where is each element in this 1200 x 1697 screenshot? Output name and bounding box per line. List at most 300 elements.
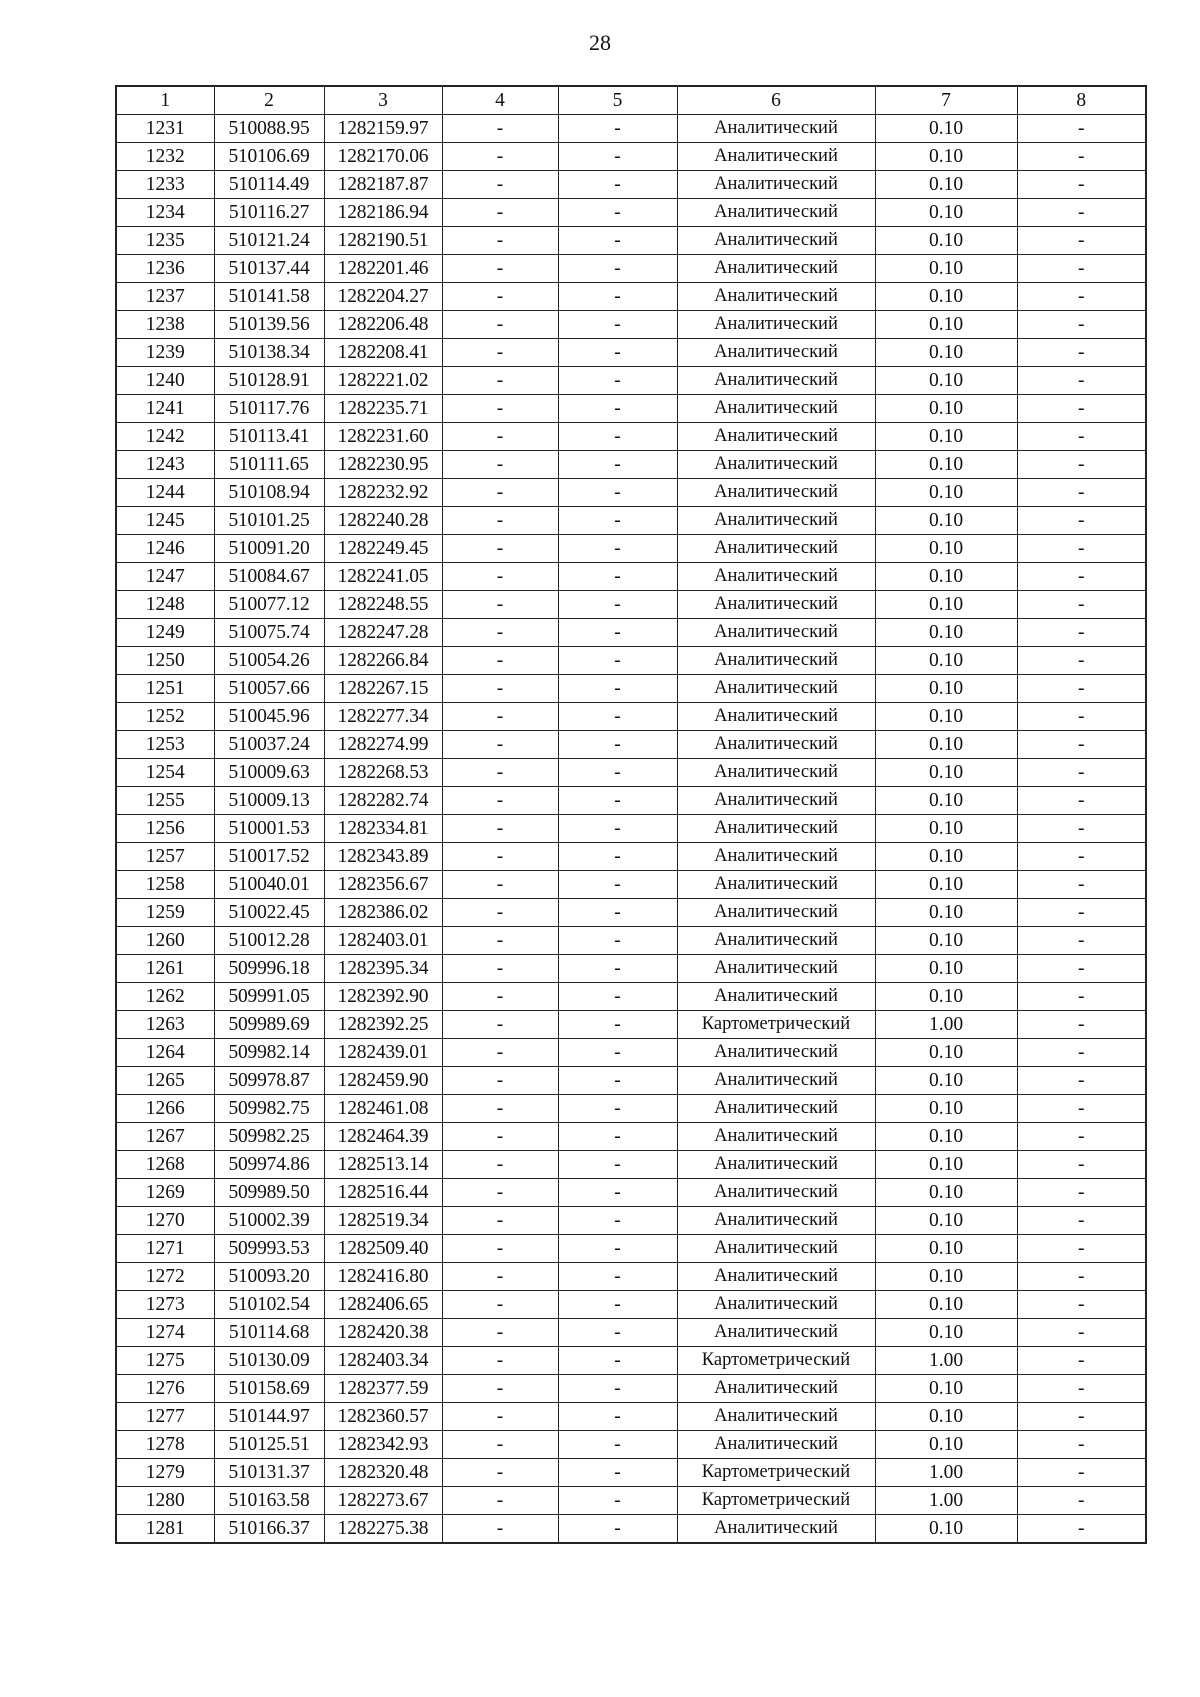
table-row	[116, 1487, 1146, 1515]
cell-method: Аналитический	[677, 647, 875, 675]
cell-method: Аналитический	[677, 339, 875, 367]
cell-method: Аналитический	[677, 1515, 875, 1544]
header-cell-8: 8	[1017, 86, 1146, 115]
cell-col-5: -	[558, 647, 677, 675]
header-cell-2: 2	[214, 86, 324, 115]
cell-y-coordinate: 1282206.48	[324, 311, 442, 339]
cell-method: Аналитический	[677, 1151, 875, 1179]
cell-y-coordinate: 1282439.01	[324, 1039, 442, 1067]
cell-x-coordinate: 510045.96	[214, 703, 324, 731]
cell-col-5: -	[558, 815, 677, 843]
cell-x-coordinate: 510017.52	[214, 843, 324, 871]
cell-col-5: -	[558, 1039, 677, 1067]
table-row	[116, 1375, 1146, 1403]
cell-col-8: -	[1017, 1067, 1146, 1095]
cell-point-number: 1245	[116, 507, 214, 535]
cell-y-coordinate: 1282519.34	[324, 1207, 442, 1235]
cell-x-coordinate: 510093.20	[214, 1263, 324, 1291]
cell-y-coordinate: 1282159.97	[324, 115, 442, 143]
cell-col-4: -	[442, 1375, 558, 1403]
cell-method: Аналитический	[677, 731, 875, 759]
cell-point-number: 1246	[116, 535, 214, 563]
cell-point-number: 1274	[116, 1319, 214, 1347]
cell-method: Аналитический	[677, 227, 875, 255]
cell-y-coordinate: 1282208.41	[324, 339, 442, 367]
cell-accuracy: 0.10	[875, 115, 1017, 143]
cell-method: Аналитический	[677, 535, 875, 563]
table-row	[116, 1235, 1146, 1263]
cell-col-8: -	[1017, 1291, 1146, 1319]
cell-x-coordinate: 509989.50	[214, 1179, 324, 1207]
cell-x-coordinate: 510009.13	[214, 787, 324, 815]
cell-y-coordinate: 1282247.28	[324, 619, 442, 647]
cell-y-coordinate: 1282170.06	[324, 143, 442, 171]
cell-col-8: -	[1017, 619, 1146, 647]
cell-y-coordinate: 1282334.81	[324, 815, 442, 843]
table-row	[116, 171, 1146, 199]
cell-method: Аналитический	[677, 619, 875, 647]
cell-col-5: -	[558, 171, 677, 199]
cell-x-coordinate: 509974.86	[214, 1151, 324, 1179]
cell-point-number: 1257	[116, 843, 214, 871]
cell-col-4: -	[442, 367, 558, 395]
cell-col-5: -	[558, 1235, 677, 1263]
cell-x-coordinate: 510022.45	[214, 899, 324, 927]
table-row	[116, 1179, 1146, 1207]
cell-accuracy: 0.10	[875, 899, 1017, 927]
cell-col-5: -	[558, 507, 677, 535]
cell-x-coordinate: 510037.24	[214, 731, 324, 759]
cell-x-coordinate: 510137.44	[214, 255, 324, 283]
cell-method: Аналитический	[677, 1039, 875, 1067]
cell-col-5: -	[558, 255, 677, 283]
cell-x-coordinate: 510114.68	[214, 1319, 324, 1347]
cell-x-coordinate: 510117.76	[214, 395, 324, 423]
page-number: 28	[589, 30, 611, 55]
cell-col-4: -	[442, 1487, 558, 1515]
cell-y-coordinate: 1282403.01	[324, 927, 442, 955]
cell-col-4: -	[442, 1403, 558, 1431]
cell-point-number: 1260	[116, 927, 214, 955]
table-row	[116, 1263, 1146, 1291]
cell-point-number: 1235	[116, 227, 214, 255]
cell-x-coordinate: 509978.87	[214, 1067, 324, 1095]
table-row	[116, 1291, 1146, 1319]
table-row	[116, 619, 1146, 647]
cell-accuracy: 0.10	[875, 1151, 1017, 1179]
cell-y-coordinate: 1282275.38	[324, 1515, 442, 1544]
cell-point-number: 1273	[116, 1291, 214, 1319]
cell-accuracy: 0.10	[875, 367, 1017, 395]
cell-method: Аналитический	[677, 983, 875, 1011]
cell-y-coordinate: 1282386.02	[324, 899, 442, 927]
cell-method: Аналитический	[677, 115, 875, 143]
cell-x-coordinate: 509989.69	[214, 1011, 324, 1039]
cell-method: Аналитический	[677, 1431, 875, 1459]
cell-x-coordinate: 510144.97	[214, 1403, 324, 1431]
cell-point-number: 1280	[116, 1487, 214, 1515]
cell-col-8: -	[1017, 1347, 1146, 1375]
cell-col-5: -	[558, 983, 677, 1011]
cell-method: Картометрический	[677, 1459, 875, 1487]
cell-point-number: 1233	[116, 171, 214, 199]
cell-method: Аналитический	[677, 1067, 875, 1095]
cell-y-coordinate: 1282204.27	[324, 283, 442, 311]
cell-accuracy: 0.10	[875, 955, 1017, 983]
cell-col-4: -	[442, 395, 558, 423]
cell-col-8: -	[1017, 647, 1146, 675]
cell-col-5: -	[558, 535, 677, 563]
cell-point-number: 1247	[116, 563, 214, 591]
cell-y-coordinate: 1282277.34	[324, 703, 442, 731]
cell-y-coordinate: 1282235.71	[324, 395, 442, 423]
cell-x-coordinate: 510012.28	[214, 927, 324, 955]
cell-point-number: 1266	[116, 1095, 214, 1123]
cell-col-8: -	[1017, 703, 1146, 731]
cell-x-coordinate: 510002.39	[214, 1207, 324, 1235]
cell-x-coordinate: 510102.54	[214, 1291, 324, 1319]
cell-accuracy: 0.10	[875, 815, 1017, 843]
cell-x-coordinate: 510138.34	[214, 339, 324, 367]
cell-point-number: 1231	[116, 115, 214, 143]
cell-point-number: 1255	[116, 787, 214, 815]
cell-method: Аналитический	[677, 171, 875, 199]
coordinates-table	[115, 85, 1147, 1544]
cell-col-4: -	[442, 703, 558, 731]
cell-method: Аналитический	[677, 1235, 875, 1263]
cell-accuracy: 0.10	[875, 1291, 1017, 1319]
table-row	[116, 1123, 1146, 1151]
cell-col-5: -	[558, 115, 677, 143]
cell-y-coordinate: 1282403.34	[324, 1347, 442, 1375]
cell-col-5: -	[558, 619, 677, 647]
table-row	[116, 703, 1146, 731]
cell-col-4: -	[442, 983, 558, 1011]
cell-col-5: -	[558, 1431, 677, 1459]
cell-point-number: 1268	[116, 1151, 214, 1179]
cell-method: Аналитический	[677, 199, 875, 227]
cell-col-8: -	[1017, 1403, 1146, 1431]
cell-x-coordinate: 510057.66	[214, 675, 324, 703]
cell-accuracy: 1.00	[875, 1487, 1017, 1515]
cell-x-coordinate: 509982.25	[214, 1123, 324, 1151]
cell-y-coordinate: 1282416.80	[324, 1263, 442, 1291]
cell-accuracy: 0.10	[875, 535, 1017, 563]
cell-x-coordinate: 510166.37	[214, 1515, 324, 1544]
cell-method: Аналитический	[677, 871, 875, 899]
cell-col-5: -	[558, 1095, 677, 1123]
cell-x-coordinate: 510001.53	[214, 815, 324, 843]
cell-point-number: 1256	[116, 815, 214, 843]
cell-y-coordinate: 1282231.60	[324, 423, 442, 451]
cell-accuracy: 0.10	[875, 703, 1017, 731]
cell-col-4: -	[442, 759, 558, 787]
cell-col-8: -	[1017, 143, 1146, 171]
cell-accuracy: 0.10	[875, 1207, 1017, 1235]
cell-col-4: -	[442, 899, 558, 927]
cell-method: Аналитический	[677, 1319, 875, 1347]
cell-y-coordinate: 1282464.39	[324, 1123, 442, 1151]
cell-col-8: -	[1017, 115, 1146, 143]
cell-col-5: -	[558, 1403, 677, 1431]
cell-method: Аналитический	[677, 675, 875, 703]
cell-col-8: -	[1017, 1011, 1146, 1039]
cell-col-4: -	[442, 647, 558, 675]
cell-col-5: -	[558, 1487, 677, 1515]
cell-col-8: -	[1017, 199, 1146, 227]
cell-col-4: -	[442, 871, 558, 899]
table-row	[116, 1319, 1146, 1347]
cell-x-coordinate: 510114.49	[214, 171, 324, 199]
cell-x-coordinate: 510111.65	[214, 451, 324, 479]
cell-accuracy: 0.10	[875, 451, 1017, 479]
cell-point-number: 1244	[116, 479, 214, 507]
table-row	[116, 675, 1146, 703]
cell-point-number: 1272	[116, 1263, 214, 1291]
cell-point-number: 1275	[116, 1347, 214, 1375]
cell-col-5: -	[558, 927, 677, 955]
cell-method: Аналитический	[677, 787, 875, 815]
cell-col-5: -	[558, 395, 677, 423]
cell-accuracy: 0.10	[875, 787, 1017, 815]
cell-y-coordinate: 1282459.90	[324, 1067, 442, 1095]
cell-col-8: -	[1017, 395, 1146, 423]
cell-accuracy: 0.10	[875, 647, 1017, 675]
cell-col-5: -	[558, 367, 677, 395]
cell-col-8: -	[1017, 563, 1146, 591]
table-row	[116, 507, 1146, 535]
cell-col-8: -	[1017, 787, 1146, 815]
cell-y-coordinate: 1282343.89	[324, 843, 442, 871]
cell-point-number: 1234	[116, 199, 214, 227]
cell-col-8: -	[1017, 1263, 1146, 1291]
table-row	[116, 1403, 1146, 1431]
cell-col-8: -	[1017, 1487, 1146, 1515]
table-row	[116, 115, 1146, 143]
cell-method: Аналитический	[677, 591, 875, 619]
cell-accuracy: 0.10	[875, 1515, 1017, 1544]
cell-point-number: 1236	[116, 255, 214, 283]
cell-col-8: -	[1017, 507, 1146, 535]
cell-col-5: -	[558, 479, 677, 507]
cell-col-4: -	[442, 115, 558, 143]
cell-point-number: 1242	[116, 423, 214, 451]
cell-accuracy: 0.10	[875, 843, 1017, 871]
cell-point-number: 1252	[116, 703, 214, 731]
table-row	[116, 1459, 1146, 1487]
cell-col-4: -	[442, 451, 558, 479]
cell-col-4: -	[442, 1179, 558, 1207]
cell-method: Аналитический	[677, 759, 875, 787]
cell-y-coordinate: 1282516.44	[324, 1179, 442, 1207]
cell-y-coordinate: 1282268.53	[324, 759, 442, 787]
table-row	[116, 423, 1146, 451]
table-row	[116, 1431, 1146, 1459]
table-row	[116, 479, 1146, 507]
cell-col-8: -	[1017, 1459, 1146, 1487]
cell-y-coordinate: 1282266.84	[324, 647, 442, 675]
cell-col-8: -	[1017, 1095, 1146, 1123]
cell-col-4: -	[442, 955, 558, 983]
cell-col-5: -	[558, 1347, 677, 1375]
table-row	[116, 535, 1146, 563]
cell-y-coordinate: 1282232.92	[324, 479, 442, 507]
cell-point-number: 1276	[116, 1375, 214, 1403]
table-body	[116, 115, 1146, 1544]
cell-method: Аналитический	[677, 1263, 875, 1291]
cell-accuracy: 0.10	[875, 199, 1017, 227]
cell-col-8: -	[1017, 983, 1146, 1011]
cell-accuracy: 0.10	[875, 143, 1017, 171]
cell-col-4: -	[442, 563, 558, 591]
cell-point-number: 1270	[116, 1207, 214, 1235]
cell-point-number: 1238	[116, 311, 214, 339]
cell-y-coordinate: 1282420.38	[324, 1319, 442, 1347]
table-row	[116, 395, 1146, 423]
cell-y-coordinate: 1282187.87	[324, 171, 442, 199]
cell-col-5: -	[558, 703, 677, 731]
cell-method: Аналитический	[677, 311, 875, 339]
cell-y-coordinate: 1282282.74	[324, 787, 442, 815]
cell-y-coordinate: 1282320.48	[324, 1459, 442, 1487]
table-row	[116, 451, 1146, 479]
cell-point-number: 1250	[116, 647, 214, 675]
cell-col-5: -	[558, 1291, 677, 1319]
cell-col-4: -	[442, 787, 558, 815]
cell-x-coordinate: 510141.58	[214, 283, 324, 311]
cell-accuracy: 0.10	[875, 1067, 1017, 1095]
cell-col-4: -	[442, 199, 558, 227]
cell-col-4: -	[442, 675, 558, 703]
cell-x-coordinate: 509982.75	[214, 1095, 324, 1123]
cell-accuracy: 0.10	[875, 983, 1017, 1011]
table-row	[116, 1011, 1146, 1039]
cell-col-4: -	[442, 619, 558, 647]
cell-accuracy: 0.10	[875, 227, 1017, 255]
table-row	[116, 871, 1146, 899]
cell-y-coordinate: 1282267.15	[324, 675, 442, 703]
cell-x-coordinate: 509982.14	[214, 1039, 324, 1067]
cell-y-coordinate: 1282190.51	[324, 227, 442, 255]
cell-accuracy: 0.10	[875, 479, 1017, 507]
cell-col-5: -	[558, 1207, 677, 1235]
cell-col-4: -	[442, 507, 558, 535]
cell-point-number: 1237	[116, 283, 214, 311]
cell-accuracy: 0.10	[875, 731, 1017, 759]
cell-col-4: -	[442, 339, 558, 367]
cell-y-coordinate: 1282509.40	[324, 1235, 442, 1263]
cell-x-coordinate: 510101.25	[214, 507, 324, 535]
cell-method: Картометрический	[677, 1011, 875, 1039]
cell-col-4: -	[442, 255, 558, 283]
cell-method: Аналитический	[677, 395, 875, 423]
cell-accuracy: 0.10	[875, 1403, 1017, 1431]
cell-col-5: -	[558, 1067, 677, 1095]
cell-method: Картометрический	[677, 1487, 875, 1515]
cell-y-coordinate: 1282342.93	[324, 1431, 442, 1459]
cell-method: Аналитический	[677, 703, 875, 731]
table-row	[116, 227, 1146, 255]
cell-accuracy: 0.10	[875, 675, 1017, 703]
cell-col-4: -	[442, 1207, 558, 1235]
cell-x-coordinate: 510108.94	[214, 479, 324, 507]
cell-col-4: -	[442, 423, 558, 451]
cell-col-5: -	[558, 1179, 677, 1207]
cell-col-4: -	[442, 143, 558, 171]
cell-col-4: -	[442, 1515, 558, 1544]
cell-y-coordinate: 1282392.25	[324, 1011, 442, 1039]
cell-y-coordinate: 1282248.55	[324, 591, 442, 619]
table-row	[116, 367, 1146, 395]
table-row	[116, 283, 1146, 311]
table-row	[116, 1151, 1146, 1179]
cell-x-coordinate: 509993.53	[214, 1235, 324, 1263]
cell-x-coordinate: 510009.63	[214, 759, 324, 787]
cell-col-8: -	[1017, 255, 1146, 283]
cell-x-coordinate: 510125.51	[214, 1431, 324, 1459]
table-row	[116, 563, 1146, 591]
cell-point-number: 1263	[116, 1011, 214, 1039]
cell-x-coordinate: 510128.91	[214, 367, 324, 395]
cell-point-number: 1264	[116, 1039, 214, 1067]
cell-accuracy: 0.10	[875, 1235, 1017, 1263]
cell-point-number: 1248	[116, 591, 214, 619]
cell-accuracy: 0.10	[875, 619, 1017, 647]
cell-col-8: -	[1017, 283, 1146, 311]
cell-accuracy: 0.10	[875, 1179, 1017, 1207]
cell-method: Аналитический	[677, 815, 875, 843]
cell-accuracy: 0.10	[875, 871, 1017, 899]
cell-x-coordinate: 510091.20	[214, 535, 324, 563]
table-row	[116, 1347, 1146, 1375]
cell-point-number: 1254	[116, 759, 214, 787]
table-row	[116, 759, 1146, 787]
cell-method: Аналитический	[677, 255, 875, 283]
cell-y-coordinate: 1282230.95	[324, 451, 442, 479]
cell-col-5: -	[558, 871, 677, 899]
cell-col-5: -	[558, 311, 677, 339]
cell-accuracy: 0.10	[875, 311, 1017, 339]
cell-accuracy: 0.10	[875, 423, 1017, 451]
cell-method: Аналитический	[677, 563, 875, 591]
cell-col-5: -	[558, 423, 677, 451]
cell-col-8: -	[1017, 731, 1146, 759]
table-row	[116, 143, 1146, 171]
cell-method: Аналитический	[677, 479, 875, 507]
table-row	[116, 899, 1146, 927]
cell-y-coordinate: 1282360.57	[324, 1403, 442, 1431]
cell-col-8: -	[1017, 1515, 1146, 1544]
cell-point-number: 1259	[116, 899, 214, 927]
cell-x-coordinate: 510088.95	[214, 115, 324, 143]
cell-col-4: -	[442, 535, 558, 563]
cell-y-coordinate: 1282513.14	[324, 1151, 442, 1179]
cell-col-4: -	[442, 591, 558, 619]
cell-accuracy: 0.10	[875, 1039, 1017, 1067]
table-row	[116, 591, 1146, 619]
cell-method: Аналитический	[677, 1403, 875, 1431]
cell-col-8: -	[1017, 1123, 1146, 1151]
cell-method: Аналитический	[677, 423, 875, 451]
cell-x-coordinate: 510040.01	[214, 871, 324, 899]
cell-col-8: -	[1017, 423, 1146, 451]
cell-y-coordinate: 1282240.28	[324, 507, 442, 535]
cell-col-8: -	[1017, 591, 1146, 619]
cell-col-4: -	[442, 1319, 558, 1347]
cell-point-number: 1279	[116, 1459, 214, 1487]
cell-point-number: 1251	[116, 675, 214, 703]
cell-col-5: -	[558, 1011, 677, 1039]
